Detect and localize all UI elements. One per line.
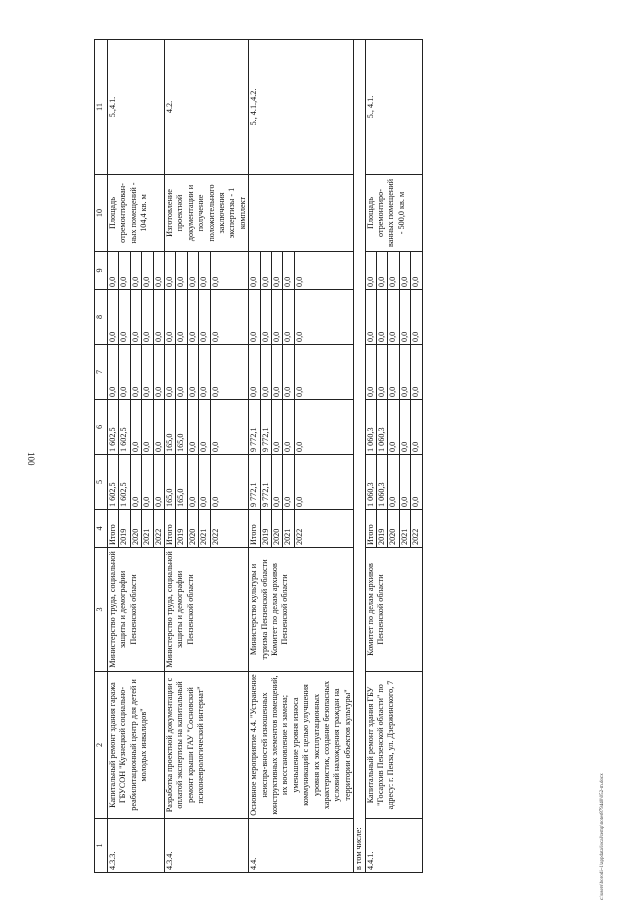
federal-budget-cell-value: 0,0 [411,386,421,397]
total-cell [108,455,165,510]
federal-budget-cell [108,345,165,400]
header-row [95,40,108,873]
year-cell-value: Итого [249,510,260,547]
col-header: 7 [95,345,108,400]
local-budget-cell-value: 0,0 [400,290,411,344]
regional-budget-cell-value: 1 602,5 [119,400,130,454]
regional-budget-cell-value: 0,0 [142,400,153,454]
year-cell-value: 2022 [294,528,304,545]
total-cell-value: 0,0 [131,455,142,509]
total-cell-value: 0,0 [294,496,304,507]
extrabudget-cell [108,252,165,290]
regional-budget-cell-value: 0,0 [199,400,210,454]
total-cell [164,455,248,510]
local-budget-cell-value: 0,0 [210,331,220,342]
federal-budget-cell-value: 0,0 [153,386,163,397]
row-code: 4.3.3. [108,819,165,873]
regional-budget-cell-value: 0,0 [294,441,304,452]
table-row [365,40,422,873]
row-name: Основное мероприятие 4.4. "Устранение неиспра-вностей изношенных конструктивных элементов помещений, их восстановление и замена; уменьшение уровня износа коммуникаций с целью улучшения уровня их эксплуатационных характеристик, создание безопасных условий нахождения граждан на территории объектов культуры" [249,672,354,819]
local-budget-cell-value: 0,0 [199,290,210,344]
year-cell-value: 2022 [411,528,421,545]
regional-budget-cell-value: 165,0 [165,400,176,454]
regional-budget-cell-value: 1 060,3 [366,400,377,454]
year-cell [108,510,165,548]
total-cell-value: 9 772,1 [249,455,260,509]
extrabudget-cell-value: 0,0 [294,276,304,287]
row-name: Капитальный ремонт здания гаража ГБУСОН "Кузнецкий социально-реабилитационный центр для детей и молодых инвалидов" [108,672,165,819]
local-budget-cell-value: 0,0 [249,290,260,344]
federal-budget-cell-value: 0,0 [400,345,411,399]
table-row [249,40,354,873]
regional-budget-cell [249,400,354,455]
extrabudget-cell-value: 0,0 [119,252,130,289]
regional-budget-cell-value: 0,0 [400,400,411,454]
regional-budget-cell-value: 9 772,1 [261,400,272,454]
local-budget-cell [249,290,354,345]
regional-budget-cell [365,400,422,455]
table-row [108,40,165,873]
extrabudget-cell-value: 0,0 [153,276,163,287]
extrabudget-cell-value: 0,0 [283,252,294,289]
year-cell-value: 2021 [283,510,294,547]
year-cell-value: 2020 [188,510,199,547]
row-ref: 5., 4.1.,4.2. [249,40,354,175]
regional-budget-cell-value: 165,0 [176,400,187,454]
extrabudget-cell-value: 0,0 [377,252,388,289]
total-cell-value: 9 772,1 [261,455,272,509]
total-cell-value: 1 060,3 [366,455,377,509]
federal-budget-cell-value: 0,0 [249,345,260,399]
table-row [164,40,248,873]
local-budget-cell-value: 0,0 [366,290,377,344]
total-cell-value: 0,0 [283,455,294,509]
total-cell-value: 1 060,3 [377,455,388,509]
extrabudget-cell-value: 0,0 [400,252,411,289]
local-budget-cell-value: 0,0 [377,290,388,344]
local-budget-cell-value: 0,0 [142,290,153,344]
year-cell-value: 2021 [400,510,411,547]
regional-budget-cell-value: 9 772,1 [249,400,260,454]
federal-budget-cell-value: 0,0 [261,345,272,399]
extrabudget-cell-value: 0,0 [249,252,260,289]
extrabudget-cell-value: 0,0 [108,252,119,289]
year-cell-value: 2021 [199,510,210,547]
federal-budget-cell-value: 0,0 [377,345,388,399]
local-budget-cell [108,290,165,345]
subheading: в том числе: [354,40,365,873]
local-budget-cell [365,290,422,345]
local-budget-cell-value: 0,0 [153,331,163,342]
total-cell-value: 165,0 [176,455,187,509]
year-cell-value: 2020 [272,510,283,547]
local-budget-cell [164,290,248,345]
col-header: 1 [95,819,108,873]
federal-budget-cell-value: 0,0 [131,345,142,399]
regional-budget-cell-value: 0,0 [153,441,163,452]
row-indicator: Изготовление проектной документации и получение положительного заключения экспертизы - 1 комплект [164,175,248,252]
federal-budget-cell [365,345,422,400]
regional-budget-cell-value: 0,0 [411,441,421,452]
total-cell-value: 1 602,5 [119,455,130,509]
year-cell-value: 2019 [176,510,187,547]
local-budget-cell-value: 0,0 [108,290,119,344]
col-header: 3 [95,548,108,672]
extrabudget-cell [365,252,422,290]
total-cell-value: 0,0 [388,455,399,509]
regional-budget-cell-value: 1 060,3 [377,400,388,454]
federal-budget-cell-value: 0,0 [272,345,283,399]
extrabudget-cell-value: 0,0 [366,252,377,289]
extrabudget-cell-value: 0,0 [142,252,153,289]
footer-file-path: c:\users\borodi~1\appdata\local\temp\notes879440\052-m.docx [600,773,605,900]
extrabudget-cell-value: 0,0 [210,276,220,287]
row-executor: Министерство труда, социальной защиты и демографии Пензенской области [108,548,165,672]
regional-budget-cell-value: 0,0 [188,400,199,454]
row-ref: 4.2. [164,40,248,175]
local-budget-cell-value: 0,0 [188,290,199,344]
row-ref: 5., 4.1. [365,40,422,175]
year-cell-value: 2019 [119,510,130,547]
federal-budget-cell-value: 0,0 [108,345,119,399]
col-header: 9 [95,252,108,290]
regional-budget-cell [108,400,165,455]
extrabudget-cell-value: 0,0 [131,252,142,289]
federal-budget-cell-value: 0,0 [188,345,199,399]
extrabudget-cell-value: 0,0 [165,252,176,289]
regional-budget-cell-value: 0,0 [388,400,399,454]
year-cell-value: Итого [366,510,377,547]
local-budget-cell-value: 0,0 [283,290,294,344]
total-cell [365,455,422,510]
regional-budget-cell-value: 0,0 [272,400,283,454]
extrabudget-cell-value: 0,0 [261,252,272,289]
total-cell-value: 0,0 [411,496,421,507]
local-budget-cell-value: 0,0 [411,331,421,342]
regional-budget-cell-value: 0,0 [283,400,294,454]
local-budget-cell-value: 0,0 [272,290,283,344]
local-budget-cell-value: 0,0 [294,331,304,342]
local-budget-cell-value: 0,0 [165,290,176,344]
federal-budget-cell-value: 0,0 [199,345,210,399]
federal-budget-cell [249,345,354,400]
col-header: 11 [95,40,108,175]
total-cell-value: 0,0 [199,455,210,509]
row-executor: Министерство культуры и туризма Пензенской области Комитет по делам архивов Пензенской области [249,548,354,672]
local-budget-cell-value: 0,0 [119,290,130,344]
federal-budget-cell-value: 0,0 [283,345,294,399]
extrabudget-cell-value: 0,0 [411,276,421,287]
total-cell-value: 165,0 [165,455,176,509]
year-cell-value: 2022 [153,528,163,545]
extrabudget-cell-value: 0,0 [199,252,210,289]
year-cell-value: 2022 [210,528,220,545]
year-cell-value: 2020 [131,510,142,547]
col-header: 5 [95,455,108,510]
extrabudget-cell [249,252,354,290]
federal-budget-cell [164,345,248,400]
federal-budget-cell-value: 0,0 [294,386,304,397]
year-cell-value: 2019 [261,510,272,547]
total-cell-value: 1 602,5 [108,455,119,509]
total-cell [249,455,354,510]
federal-budget-cell-value: 0,0 [165,345,176,399]
extrabudget-cell-value: 0,0 [388,252,399,289]
federal-budget-cell-value: 0,0 [388,345,399,399]
year-cell [249,510,354,548]
row-executor: Министерство труда, социальной защиты и демографии Пензенской области [164,548,248,672]
year-cell-value: Итого [108,510,119,547]
row-code: 4.4. [249,819,354,873]
col-header: 4 [95,510,108,548]
federal-budget-cell-value: 0,0 [366,345,377,399]
local-budget-cell-value: 0,0 [261,290,272,344]
row-code: 4.3.4. [164,819,248,873]
local-budget-cell-value: 0,0 [176,290,187,344]
local-budget-cell-value: 0,0 [131,290,142,344]
document-table-container [94,40,622,873]
col-header: 8 [95,290,108,345]
subheading-row [354,40,365,873]
year-cell [365,510,422,548]
extrabudget-cell-value: 0,0 [272,252,283,289]
row-executor: Комитет по делам архивов Пензенской области [365,548,422,672]
row-ref: 5.,4.1. [108,40,165,175]
row-indicator [249,175,354,252]
year-cell-value: Итого [165,510,176,547]
federal-budget-cell-value: 0,0 [176,345,187,399]
page-number: 100 [26,452,36,466]
row-indicator: Площадь отремонтирован-ных помещений - 104,4 кв. м [108,175,165,252]
row-name: Капитальный ремонт здания ГБУ "Госархив Пензенской области" по адресу: г. Пенза, ул. Дзержинского, 7 [365,672,422,819]
total-cell-value: 0,0 [210,496,220,507]
col-header: 6 [95,400,108,455]
program-activities-table [94,39,423,873]
extrabudget-cell [164,252,248,290]
year-cell-value: 2020 [388,510,399,547]
regional-budget-cell-value: 1 602,5 [108,400,119,454]
extrabudget-cell-value: 0,0 [176,252,187,289]
federal-budget-cell-value: 0,0 [142,345,153,399]
federal-budget-cell-value: 0,0 [119,345,130,399]
col-header: 2 [95,672,108,819]
extrabudget-cell-value: 0,0 [188,252,199,289]
year-cell-value: 2019 [377,510,388,547]
year-cell [164,510,248,548]
row-indicator: Площадь отремонтиро-ванных помещений - 500,0 кв. м [365,175,422,252]
total-cell-value: 0,0 [142,455,153,509]
federal-budget-cell-value: 0,0 [210,386,220,397]
total-cell-value: 0,0 [153,496,163,507]
local-budget-cell-value: 0,0 [388,290,399,344]
total-cell-value: 0,0 [400,455,411,509]
col-header: 10 [95,175,108,252]
total-cell-value: 0,0 [272,455,283,509]
total-cell-value: 0,0 [188,455,199,509]
regional-budget-cell-value: 0,0 [210,441,220,452]
row-code: 4.4.1. [365,819,422,873]
regional-budget-cell [164,400,248,455]
regional-budget-cell-value: 0,0 [131,400,142,454]
row-name: Разработка проектной документации с оплатой экспертизы на капитальный ремонт крыши ГАУ "Сосновский психоневрологический интернат" [164,672,248,819]
year-cell-value: 2021 [142,510,153,547]
